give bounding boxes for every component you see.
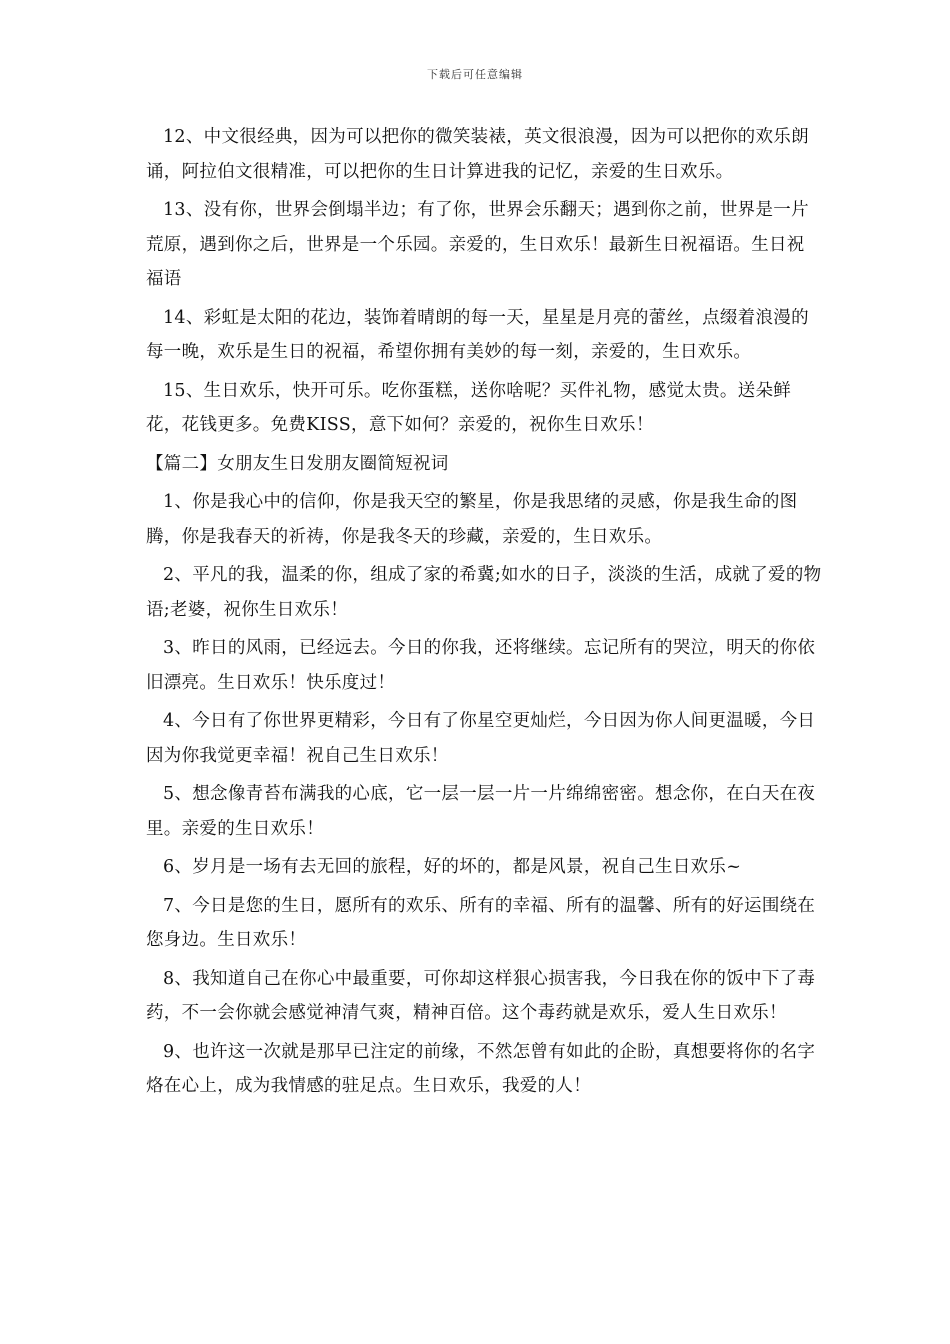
paragraph-6: 6、岁月是一场有去无回的旅程，好的坏的，都是风景，祝自己生日欢乐~ [163, 857, 742, 877]
paragraph-14: 14、彩虹是太阳的花边，装饰着晴朗的每一天，星星是月亮的蕾丝，点缀着浪漫的每一晚，欢乐是生日的祝福，希望你拥有美妙的每一刻，亲爱的，生日欢乐。 [146, 307, 809, 362]
section-heading: 【篇二】女朋友生日发朋友圈简短祝词 [146, 453, 449, 474]
paragraph-7: 7、今日是您的生日，愿所有的欢乐、所有的幸福、所有的温馨、所有的好运围绕在您身边。生日欢乐！ [146, 895, 816, 950]
paragraph-5: 5、想念像青苔布满我的心底，它一层一层一片一片绵绵密密。想念你，在白天在夜里。亲爱的生日欢乐！ [146, 784, 816, 839]
paragraph-1: 1、你是我心中的信仰，你是我天空的繁星，你是我思绪的灵感，你是我生命的图腾，你是我春天的祈祷，你是我冬天的珍藏，亲爱的，生日欢乐。 [146, 492, 798, 547]
paragraph-13: 13、没有你，世界会倒塌半边；有了你，世界会乐翻天；遇到你之前，世界是一片荒原，遇到你之后，世界是一个乐园。亲爱的，生日欢乐！最新生日祝福语。生日祝福语 [146, 200, 809, 289]
paragraph-4: 4、今日有了你世界更精彩，今日有了你星空更灿烂，今日因为你人间更温暖，今日因为你我觉更幸福！祝自己生日欢乐！ [146, 711, 816, 766]
paragraph-2: 2、平凡的我，温柔的你，组成了家的希冀;如水的日子，淡淡的生活，成就了爱的物语;老婆，祝你生日欢乐！ [146, 565, 822, 620]
paragraph-12: 12、中文很经典，因为可以把你的微笑装裱，英文很浪漫，因为可以把你的欢乐朗诵，阿拉伯文很精准，可以把你的生日计算进我的记忆，亲爱的生日欢乐。 [146, 127, 809, 182]
paragraph-9: 9、也许这一次就是那早已注定的前缘，不然怎曾有如此的企盼，真想要将你的名字烙在心上，成为我情感的驻足点。生日欢乐，我爱的人！ [146, 1041, 816, 1096]
paragraph-8: 8、我知道自己在你心中最重要，可你却这样狠心损害我，今日我在你的饭中下了毒药，不一会你就会感觉神清气爽，精神百倍。这个毒药就是欢乐，爱人生日欢乐！ [146, 968, 816, 1023]
paragraph-15: 15、生日欢乐，快开可乐。吃你蛋糕，送你啥呢？买件礼物，感觉太贵。送朵鲜花，花钱更多。免费KISS，意下如何？亲爱的，祝你生日欢乐！ [146, 380, 792, 435]
document-body [146, 120, 822, 1108]
paragraph-3: 3、昨日的风雨，已经远去。今日的你我，还将继续。忘记所有的哭泣，明天的你依旧漂亮。生日欢乐！快乐度过！ [146, 638, 816, 693]
page-header: 下载后可任意编辑 [427, 68, 523, 81]
